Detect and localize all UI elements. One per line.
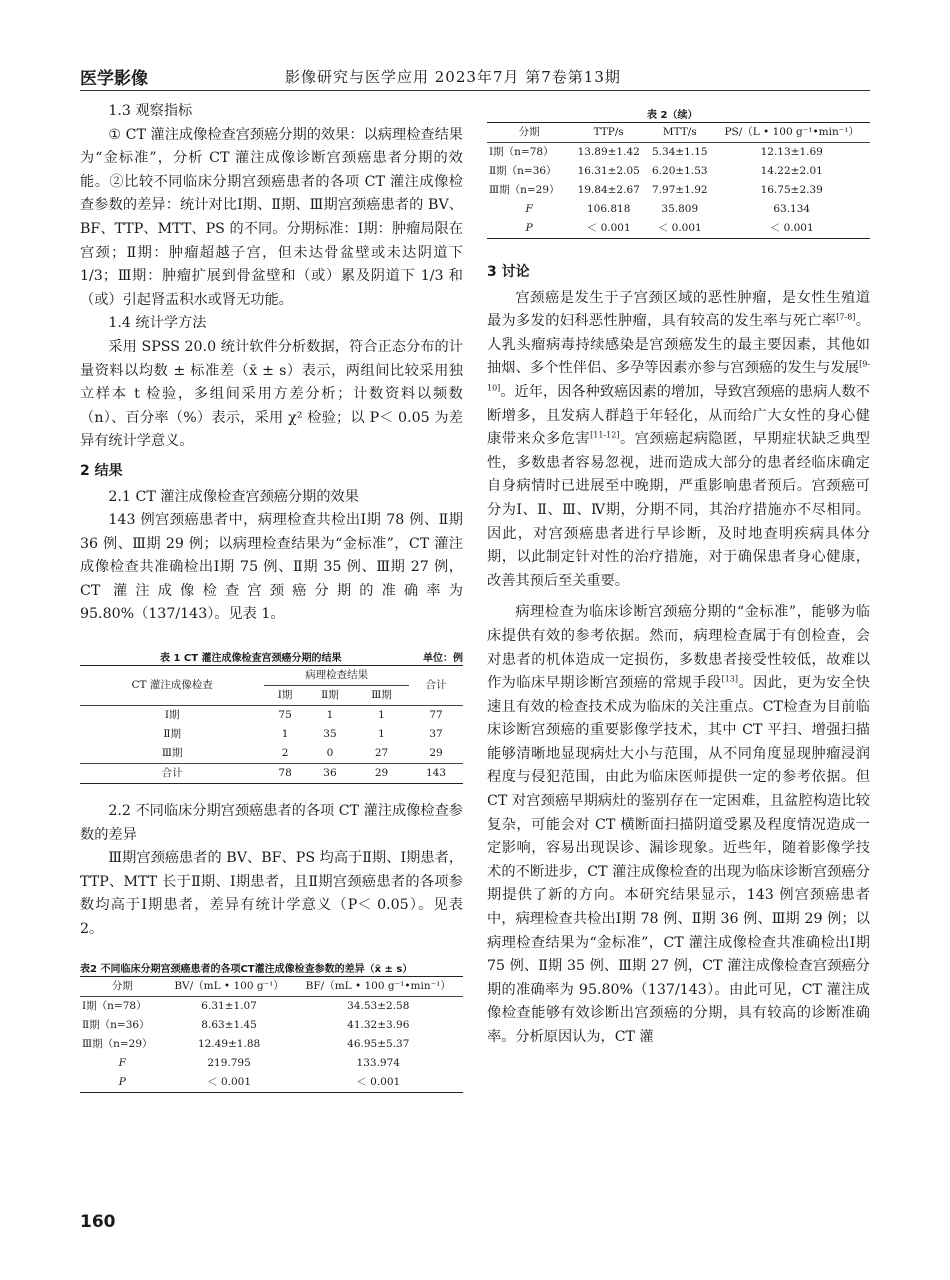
table-row — [80, 1016, 463, 1035]
table-cell: 41.32±3.96 — [347, 1018, 410, 1031]
text-run: 。宫颈癌起病隐匿，早期症状缺乏典型性，多数患者容易忽视，进而造成大部分的患者经临床确定自身病情时已进展至中晚期，严重影响患者预后。宫颈癌可分为Ⅰ、Ⅱ、Ⅲ、Ⅳ期，分期不同，其治疗措施亦不尽相同。因此，对宫颈癌患者进行早诊断，及时地查明疾病具体分期，以此制定针对性的治疗措施，对于确保患者身心健康，改善其预后至关重要。 — [487, 431, 870, 589]
table-cell: 27 — [374, 747, 389, 760]
table-cell: 35.809 — [661, 203, 699, 215]
table1-subcol: Ⅲ期 — [354, 686, 409, 706]
table-cell: 143 — [425, 767, 447, 780]
text-run: 。人乳头瘤病毒持续感染是宫颈癌发生的最主要因素，其他如抽烟、多个性伴侣、多孕等因素亦参与宫颈癌的发生与发展 — [487, 313, 870, 377]
citation: [13] — [721, 674, 739, 684]
left-column — [80, 100, 463, 1093]
table-cell: Ⅲ期（n=29） — [82, 1037, 153, 1050]
table-cell: ＜ 0.001 — [769, 222, 814, 234]
citation: [7-8] — [836, 312, 856, 322]
table-cell: 1 — [326, 709, 334, 722]
table-cell: 14.22±2.01 — [760, 165, 823, 177]
right-column — [487, 104, 870, 1050]
table2c-header: TTP/s — [571, 123, 646, 143]
table-cell: F — [118, 1056, 126, 1069]
table-cell: 13.89±1.42 — [577, 146, 640, 158]
discussion-paragraph-2 — [487, 601, 870, 1049]
table-1 — [80, 665, 463, 784]
table-cell: 合计 — [161, 767, 183, 780]
table-cell: 29 — [374, 767, 389, 780]
table-cell: 34.53±2.58 — [347, 999, 410, 1012]
text-run: 。因此，更为安全快速且有效的检查技术成为临床的关注重点。CT检查为目前临床诊断宫颈癌的重要影像学技术，其中 CT 平扫、增强扫描能够清晰地显现病灶大小与范围，从不同角度显现肿瘤浸润程度与侵犯范围，由此为临床医师提供一定的参考依据。但 CT 对宫颈癌早期病灶的鉴别存在一定困难，且盆腔构造比较复杂，可能会对 CT 横断面扫描阴道受累及程度情况造成一定影响，容易出现误诊、漏诊现象。近些年，随着影像学技术的不断进步，CT 灌注成像检查的出现为临床诊断宫颈癌分期提供了新的方向。本研究结果显示，143 例宫颈癌患者中，病理检查共检出Ⅰ期 78 例、Ⅱ期 36 例、Ⅲ期 29 例；以病理检查结果为“金标准”，CT 灌注成像检查共准确检出Ⅰ期 75 例、Ⅱ期 35 例、Ⅲ期 27 例，CT 灌注成像检查宫颈癌分期的准确率为 95.80%（137/143）。由此可见，CT 灌注成像检查能够有效诊断出宫颈癌的分期，具有较高的诊断准确率。分析原因认为，CT 灌 — [487, 675, 870, 1045]
table-row — [80, 1054, 463, 1073]
table-cell: Ⅱ期（n=36） — [489, 165, 557, 177]
table2-header: BF/（mL • 100 g⁻¹•min⁻¹） — [294, 976, 463, 996]
table-cell: 37 — [429, 728, 443, 741]
table-cell: 77 — [429, 709, 443, 722]
table-cell: Ⅰ期（n=78） — [82, 999, 147, 1012]
table-cell: Ⅰ期 — [164, 709, 180, 722]
table-row — [80, 744, 463, 764]
table2c-header: MTT/s — [646, 123, 713, 143]
table-cell: 63.134 — [773, 203, 811, 215]
table-cell: ＜ 0.001 — [356, 1075, 401, 1088]
table-cell: 219.795 — [207, 1056, 251, 1069]
table-cell: 19.84±2.67 — [577, 184, 640, 196]
table-cell: Ⅲ期（n=29） — [489, 184, 560, 196]
text-run: 宫颈癌是发生于子宫颈区域的恶性肿瘤，是女性生殖道最为多发的妇科恶性肿瘤，具有较高的发生率与死亡率 — [487, 289, 870, 330]
table-cell: 1 — [378, 709, 385, 722]
table-row — [487, 143, 870, 163]
section-3-title: 3 讨论 — [487, 264, 530, 280]
journal-issue: 影像研究与医学应用 2023年7月 第7卷第13期 — [285, 68, 621, 86]
table-cell: 16.31±2.05 — [577, 165, 640, 177]
table-row — [80, 996, 463, 1016]
table2-header: 分期 — [80, 976, 165, 996]
section-2-2-title: 2.2 不同临床分期宫颈癌患者的各项 CT 灌注成像检查参数的差异 — [80, 803, 463, 843]
table2c-caption — [487, 104, 870, 122]
table-cell: 12.49±1.88 — [197, 1037, 261, 1050]
table-cell: ＜ 0.001 — [207, 1075, 252, 1088]
table2c-header: 分期 — [487, 123, 571, 143]
table-cell: 8.63±1.45 — [201, 1018, 257, 1031]
table-cell: 5.34±1.15 — [652, 146, 708, 158]
table1-col-ct: CT 灌注成像检查 — [131, 679, 213, 692]
table-cell: 6.31±1.07 — [201, 999, 257, 1012]
table-row — [80, 1073, 463, 1093]
section-1-3-body: ① CT 灌注成像检查宫颈癌分期的效果：以病理检查结果为“金标准”，分析 CT 灌注成像诊断宫颈癌患者分期的效能。②比较不同临床分期宫颈癌患者的各项 CT 灌注成像检查参数的差异：统计对比Ⅰ期、Ⅱ期、Ⅲ期宫颈癌患者的 BV、BF、TTP、MTT、PS 的不同。分期标准：Ⅰ期：肿瘤局限在宫颈；Ⅱ期：肿瘤超越子宫，但未达骨盆壁或未达阴道下 1/3；Ⅲ期：肿瘤扩展到骨盆壁和（或）累及阴道下 1/3 和（或）引起肾盂积水或肾无功能。 — [80, 126, 463, 308]
table1-col-path: 病理检查结果 — [264, 666, 409, 686]
table-row — [80, 764, 463, 784]
table-cell: 46.95±5.37 — [347, 1037, 410, 1050]
text-run: 。近年，因各种致癌因素的增加，导致宫颈癌的患病人数不断增多，且发病人群趋于年轻化，从而给广大女性的身心健康带来众多危害 — [487, 383, 870, 448]
section-1-3-title: 1.3 观察指标 — [108, 103, 193, 119]
table1-title: 表 1 CT 灌注成像检查宫颈癌分期的结果 — [160, 653, 342, 665]
table2-title: 表2 不同临床分期宫颈癌患者的各项CT灌注成像检查参数的差异（x̄ ± s） — [80, 963, 413, 975]
table-cell: ＜ 0.001 — [657, 222, 702, 234]
table-row — [80, 725, 463, 744]
discussion-paragraph-1 — [487, 287, 870, 594]
table-cell: 1 — [378, 728, 385, 741]
table-cell: F — [525, 203, 533, 215]
table-cell: Ⅱ期 — [163, 728, 181, 741]
section-2-title: 2 结果 — [80, 462, 123, 479]
table-row — [487, 162, 870, 181]
table1-unit: 单位：例 — [423, 653, 463, 665]
table-cell: 78 — [278, 767, 292, 780]
table-cell: 7.97±1.92 — [652, 184, 708, 196]
table-cell: 35 — [323, 728, 337, 741]
table1-subcol: Ⅱ期 — [306, 686, 354, 706]
table-cell: ＜ 0.001 — [586, 222, 631, 234]
table-cell: 12.13±1.69 — [760, 146, 823, 158]
table-cell: 75 — [278, 709, 292, 722]
citation: [11-12] — [590, 430, 620, 440]
table2-caption — [80, 958, 463, 976]
section-1-4-body: 采用 SPSS 20.0 统计软件分析数据，符合正态分布的计量资料以均数 ± 标准差（x̄ ± s）表示，两组间比较采用独立样本 t 检验，多组间采用方差分析；计数资料以频数（n）、百分率（%）表示，采用 χ² 检验；以 P＜ 0.05 为差异有统计学意义。 — [80, 338, 463, 450]
page-number: 160 — [80, 1212, 116, 1232]
table-row — [487, 181, 870, 200]
section-2-1-title: 2.1 CT 灌注成像检查宫颈癌分期的效果 — [108, 488, 359, 505]
table-2 — [80, 976, 463, 1093]
table-row — [487, 200, 870, 219]
table-cell: 6.20±1.53 — [652, 165, 708, 177]
section-1-4-title: 1.4 统计学方法 — [108, 315, 207, 332]
table-cell: Ⅰ期（n=78） — [489, 146, 554, 158]
journal-section: 医学影像 — [80, 69, 148, 89]
table-cell: 1 — [281, 728, 289, 741]
table1-subcol: Ⅰ期 — [264, 686, 306, 706]
citation: [9-10] — [487, 359, 870, 393]
table1-col-total: 合计 — [425, 679, 447, 692]
section-2-2-body: Ⅲ期宫颈癌患者的 BV、BF、PS 均高于Ⅱ期、Ⅰ期患者，TTP、MTT 长于Ⅱ期、Ⅰ期患者，且Ⅱ期宫颈癌患者的各项参数均高于Ⅰ期患者，差异有统计学意义（P＜ 0.05）。见表 2。 — [80, 850, 463, 938]
table-cell: Ⅲ期 — [161, 747, 183, 760]
text-run: 病理检查为临床诊断宫颈癌分期的“金标准”，能够为临床提供有效的参考依据。然而，病理检查属于有创检查，会对患者的机体造成一定损伤，多数患者接受性较低，故难以作为临床早期诊断宫颈癌的常规手段 — [487, 604, 870, 692]
table-cell: 0 — [326, 747, 334, 760]
table-2-continued — [487, 122, 870, 239]
section-2-1-body: 143 例宫颈癌患者中，病理检查共检出Ⅰ期 78 例、Ⅱ期 36 例、Ⅲ期 29 例；以病理检查结果为“金标准”，CT 灌注成像检查共准确检出Ⅰ期 75 例、Ⅱ期 35 例、Ⅲ期 27 例，CT 灌注成像检查宫颈癌分期的准确率为 95.80%（137/143）。见表 1。 — [80, 512, 463, 623]
table-cell: 2 — [281, 747, 289, 760]
table-row — [487, 219, 870, 239]
table-cell: 106.818 — [586, 203, 631, 215]
running-header — [80, 60, 870, 91]
table2c-header: PS/（L • 100 g⁻¹•min⁻¹） — [713, 123, 870, 143]
table2c-title: 表 2（续） — [647, 110, 698, 121]
table1-caption — [80, 647, 463, 665]
table2-header: BV/（mL • 100 g⁻¹） — [165, 976, 294, 996]
table-cell: 133.974 — [356, 1056, 400, 1069]
table-cell: 16.75±2.39 — [760, 184, 823, 196]
table-row — [80, 1035, 463, 1054]
table-row — [80, 706, 463, 726]
table-cell: 29 — [429, 747, 443, 760]
table-cell: 36 — [323, 767, 337, 780]
table-cell: Ⅱ期（n=36） — [82, 1018, 150, 1031]
table-cell: P — [525, 222, 533, 234]
table-cell: P — [118, 1075, 126, 1088]
